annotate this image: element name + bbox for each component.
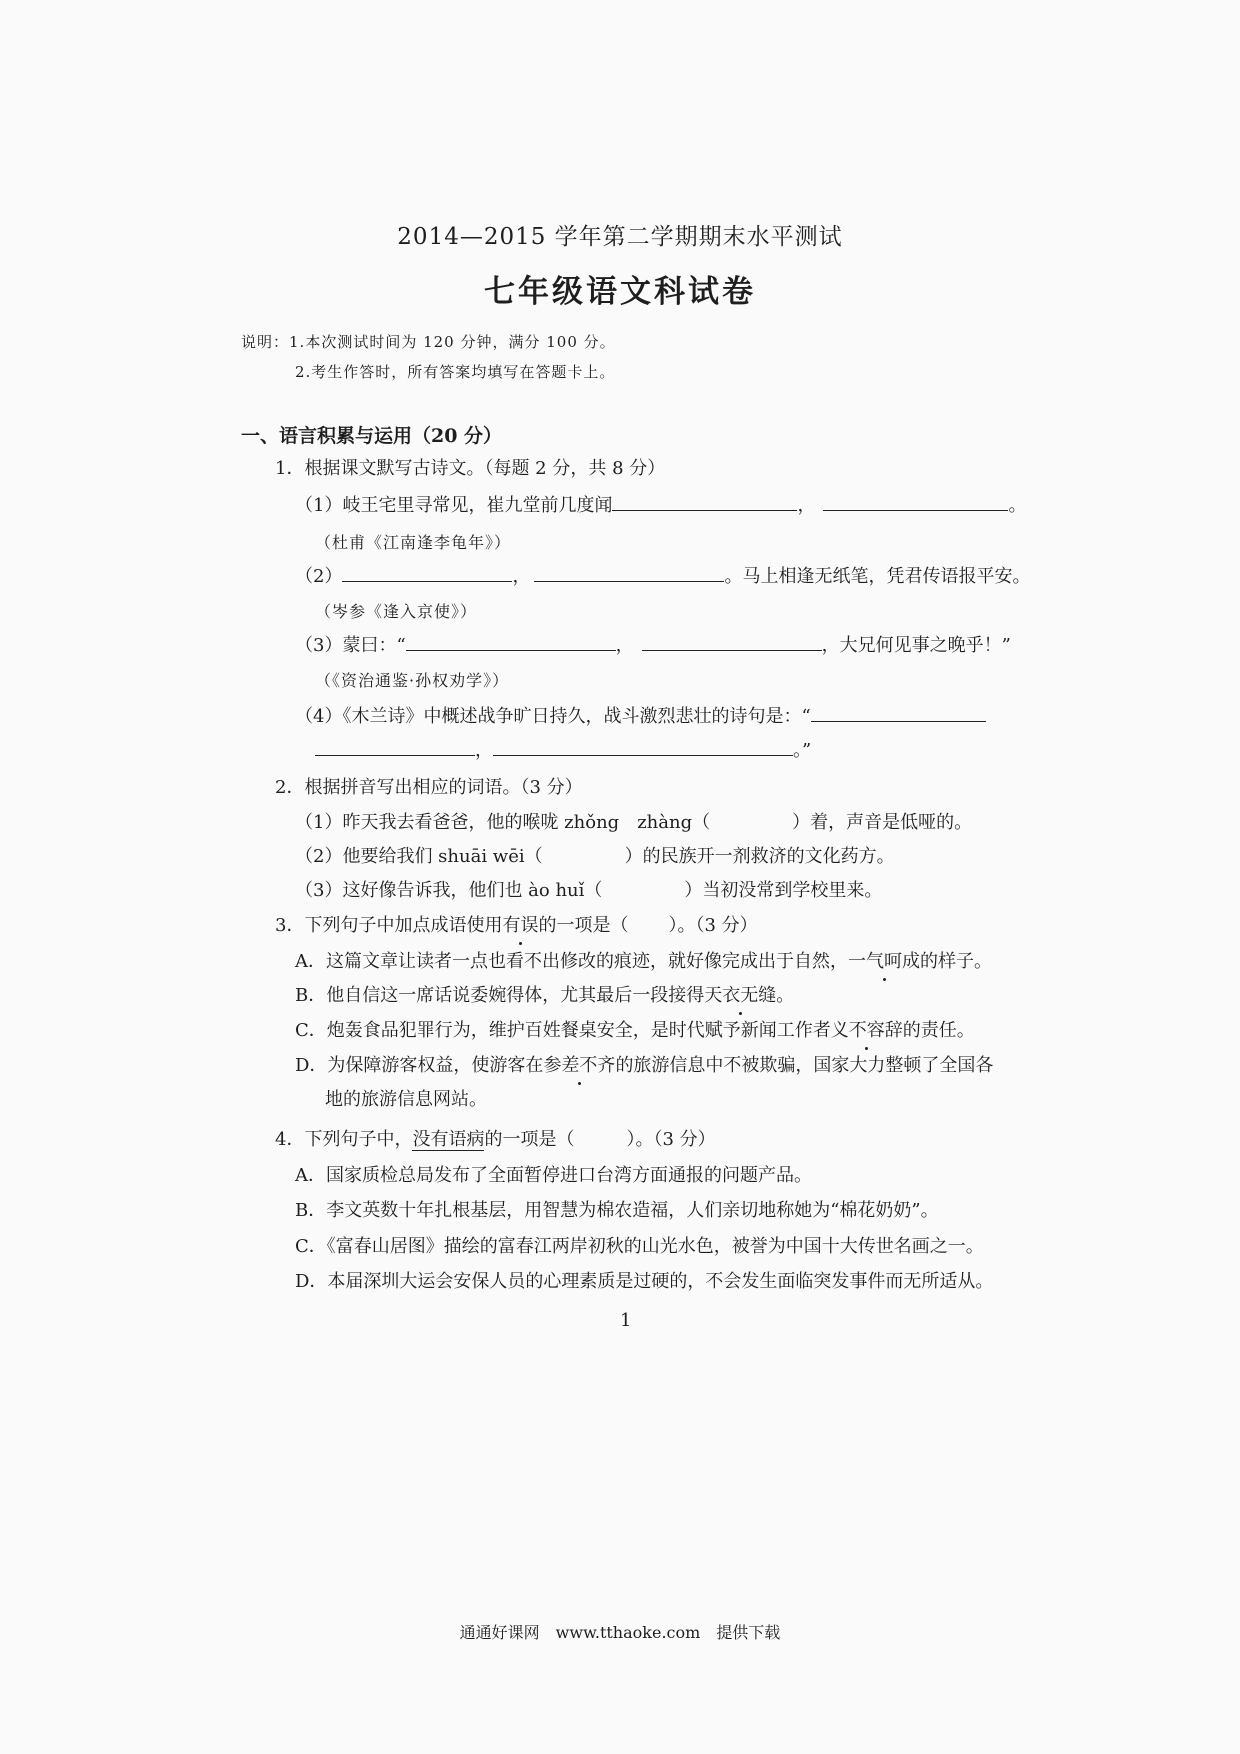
question-2-item-2 <box>295 845 895 869</box>
answer-blank[interactable] <box>342 565 512 582</box>
option-b <box>295 984 794 1008</box>
question-1-item-3 <box>295 634 1011 658</box>
dotted-idiom: 参差不齐 <box>543 1055 616 1076</box>
question-text: （3）这好像告诉我，他们也 ào huǐ（ <box>295 880 603 901</box>
punctuation: ， <box>797 495 816 516</box>
poem-source: （岑参《逢入京使》） <box>315 602 478 621</box>
instruction-item: 2.考生作答时，所有答案均填写在答题卡上。 <box>295 363 616 381</box>
question-1-item-4-cont <box>315 739 811 763</box>
question-2-stem: 2．根据拼音写出相应的词语。（3 分） <box>275 777 583 798</box>
answer-blank[interactable] <box>823 494 1008 511</box>
option-d <box>295 1054 993 1078</box>
answer-blank[interactable] <box>534 565 724 582</box>
option-text: 的旅游信息中不被欺骗，国家大力整顿了全国各 <box>615 1055 994 1076</box>
item-label: （2） <box>295 566 343 587</box>
emphasized-phrase: 没有语病 <box>412 1129 485 1150</box>
answer-blank[interactable] <box>493 739 793 756</box>
option-text: 的样子。 <box>920 951 992 972</box>
dotted-idiom: 义不容辞 <box>830 1020 903 1041</box>
question-text: （4）《木兰诗》中概述战争旷日持久，战斗激烈悲壮的诗句是：“ <box>295 706 811 727</box>
answer-blank[interactable] <box>315 739 475 756</box>
poem-source: （杜甫《江南逢李龟年》） <box>315 533 512 552</box>
section-title: 一、语言积累与运用（20 分） <box>241 425 503 447</box>
emphasized-word: 有误 <box>502 915 539 936</box>
answer-blank[interactable] <box>811 705 986 722</box>
question-text: （1）昨天我去看爸爸，他的喉咙 zhǒng zhàng（ <box>295 812 711 833</box>
question-text: 3．下列句子中加点成语使用 <box>275 915 503 936</box>
punctuation: ， <box>615 635 634 656</box>
question-2-item-1 <box>295 811 972 835</box>
dotted-idiom: 一气呵成 <box>848 951 920 972</box>
option-d-cont: 地的旅游信息网站。 <box>325 1089 487 1110</box>
poem-line-text: （1）岐王宅里寻常见，崔九堂前几度闻 <box>295 495 613 516</box>
option-c: C．《富春山居图》描绘的富春江两岸初秋的山光水色，被誉为中国十大传世名画之一。 <box>295 1236 984 1257</box>
question-text: ）当初没常到学校里来。 <box>684 880 883 901</box>
instructions-label: 说明： <box>241 333 290 351</box>
answer-blank[interactable] <box>406 634 616 651</box>
question-1-item-1 <box>295 494 1026 518</box>
question-1-stem: 1．根据课文默写古诗文。（每题 2 分，共 8 分） <box>275 458 666 479</box>
answer-blank[interactable] <box>642 634 822 651</box>
option-a <box>295 950 992 974</box>
question-1-item-4 <box>295 705 986 729</box>
option-text: A．这篇文章让读者一点也看不出修改的痕迹，就好像完成出于自然， <box>295 951 848 972</box>
dotted-idiom: 天衣无缝 <box>704 985 777 1006</box>
option-c <box>295 1019 975 1043</box>
passage-text: ，大兄何见事之晚乎！” <box>821 635 1011 656</box>
question-text: ）。（3 分） <box>668 915 758 936</box>
punctuation: 。 <box>1008 495 1027 516</box>
question-text: ）着，声音是低哑的。 <box>792 812 973 833</box>
option-text: C．炮轰食品犯罪行为，维护百姓餐桌安全，是时代赋予新闻工作者 <box>295 1020 831 1041</box>
option-text: D．为保障游客权益，使游客在 <box>295 1055 544 1076</box>
answer-blank[interactable] <box>612 494 797 511</box>
punctuation: ， <box>475 740 493 761</box>
option-text: B．他自信这一席话说委婉得体，尤其最后一段接得 <box>295 985 705 1006</box>
page-number: 1 <box>620 1310 632 1331</box>
instructions <box>241 331 616 352</box>
option-text: 。 <box>776 985 795 1006</box>
question-text: ）。（3 分） <box>626 1129 716 1150</box>
question-text: 的一项是（ <box>538 915 629 936</box>
question-text: （2）他要给我们 shuāi wēi（ <box>295 846 543 867</box>
poem-line-text: 。马上相逢无纸笔，凭君传语报平安。 <box>724 566 1031 587</box>
passage-text: （3）蒙曰：“ <box>295 635 406 656</box>
question-text: 的一项是（ <box>484 1129 575 1150</box>
paper-title: 七年级语文科试卷 <box>484 274 756 310</box>
option-text: 的责任。 <box>902 1020 975 1041</box>
question-2-item-3 <box>295 879 882 903</box>
exam-title: 2014—2015 学年第二学期期末水平测试 <box>397 224 843 250</box>
passage-source: （《资治通鉴·孙权劝学》） <box>315 671 510 690</box>
question-1-item-2 <box>295 565 1030 589</box>
footer-text: 通通好课网 www.tthaoke.com 提供下载 <box>459 1623 781 1642</box>
question-3-stem <box>275 914 758 938</box>
instruction-item: 1.本次测试时间为 120 分钟，满分 100 分。 <box>289 333 616 351</box>
punctuation: 。” <box>793 740 812 761</box>
question-text: ）的民族开一剂救济的文化药方。 <box>624 846 895 867</box>
question-4-stem <box>275 1128 716 1152</box>
option-d: D．本届深圳大运会安保人员的心理素质是过硬的，不会发生面临突发事件而无所适从。 <box>295 1271 994 1292</box>
option-a: A．国家质检总局发布了全面暂停进口台湾方面通报的问题产品。 <box>295 1165 812 1186</box>
punctuation: ， <box>512 566 531 587</box>
option-b: B．李文英数十年扎根基层，用智慧为棉农造福，人们亲切地称她为“棉花奶奶”。 <box>295 1200 939 1221</box>
question-text: 4．下列句子中， <box>275 1129 413 1150</box>
